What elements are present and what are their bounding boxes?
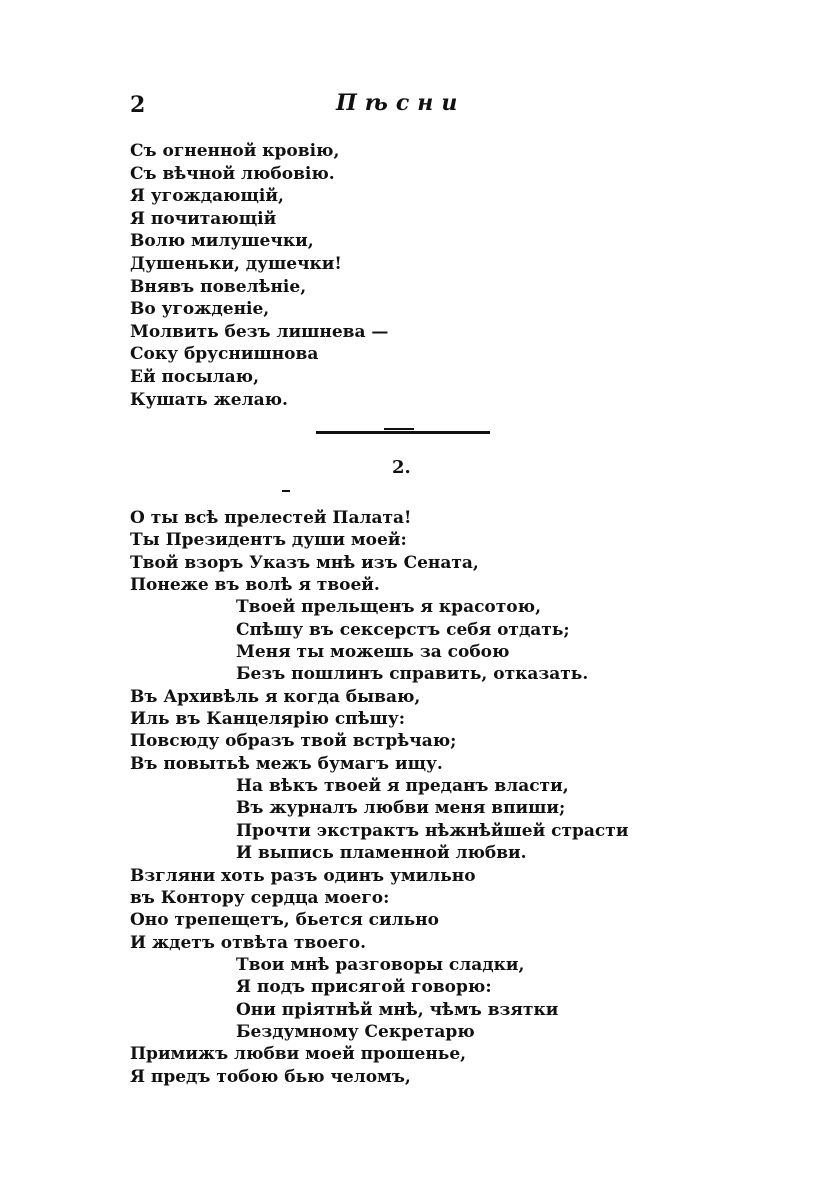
verse-line: И ждетъ отвѣта твоего. bbox=[130, 932, 367, 953]
stanza-one bbox=[130, 140, 388, 411]
verse-line: На вѣкъ твоей я преданъ власти, bbox=[236, 776, 569, 797]
verse-line: Я подъ присягой говорю: bbox=[236, 977, 492, 998]
verse-line: Бездумному Секретарю bbox=[236, 1021, 475, 1042]
verse-line: Твои мнѣ разговоры сладки, bbox=[236, 954, 525, 975]
verse-line: Душеньки, душечки! bbox=[130, 253, 342, 274]
verse-line: Волю милушечки, bbox=[130, 231, 314, 252]
verse-line: Я угождающій, bbox=[130, 186, 284, 207]
verse-line: Прочти экстрактъ нѣжнѣйшей страсти bbox=[236, 820, 629, 841]
section-number: 2. bbox=[392, 457, 411, 478]
verse-line: Спѣшу въ сексерстъ себя отдать; bbox=[236, 619, 570, 640]
verse-line: Ты Президентъ души моей: bbox=[130, 530, 407, 551]
verse-line: Въ Архивѣль я когда бываю, bbox=[130, 686, 421, 707]
page-title: Пѣсни bbox=[336, 90, 466, 116]
verse-line: Съ вѣчной любовію. bbox=[130, 163, 335, 184]
dash-mark bbox=[282, 490, 290, 492]
verse-line: Иль въ Канцелярію спѣшу: bbox=[130, 709, 405, 730]
verse-line: Примижъ любви моей прошенье, bbox=[130, 1044, 467, 1065]
verse-line: Въ повытьѣ межъ бумагъ ищу. bbox=[130, 753, 443, 774]
verse-line: Внявъ повелѣніе, bbox=[130, 276, 307, 297]
verse-line: Оно трепещетъ, бьется сильно bbox=[130, 910, 439, 931]
page-number: 2 bbox=[130, 92, 146, 118]
verse-line: Повсюду образъ твой встрѣчаю; bbox=[130, 731, 457, 752]
verse-line: Меня ты можешь за собою bbox=[236, 642, 510, 663]
verse-line: О ты всѣ прелестей Палата! bbox=[130, 508, 412, 528]
verse-line: Я предъ тобою бью челомъ, bbox=[130, 1066, 411, 1087]
verse-line: Твой взоръ Указъ мнѣ изъ Сената, bbox=[130, 552, 479, 573]
verse-line: Молвить безъ лишнева — bbox=[130, 321, 389, 342]
verse-line: И выпись пламенной любви. bbox=[236, 843, 527, 864]
verse-line: Я почитающій bbox=[130, 208, 277, 229]
poem-two bbox=[130, 507, 628, 1088]
verse-line: Взгляни хоть разъ одинъ умильно bbox=[130, 865, 476, 886]
divider-ornament bbox=[384, 428, 414, 430]
verse-line: Во угожденіе, bbox=[130, 299, 270, 320]
verse-line: Кушать желаю. bbox=[130, 389, 288, 410]
verse-line: Въ журналъ любви меня впиши; bbox=[236, 798, 566, 819]
verse-line: въ Контору сердца моего: bbox=[130, 887, 390, 908]
verse-line: Ей посылаю, bbox=[130, 366, 260, 387]
verse-line: Они пріятнѣй мнѣ, чѣмъ взятки bbox=[236, 999, 559, 1020]
section-divider bbox=[316, 431, 490, 434]
verse-line: Соку бруснишнова bbox=[130, 344, 319, 365]
verse-line: Понеже въ волѣ я твоей. bbox=[130, 575, 380, 596]
verse-line: Съ огненной кровію, bbox=[130, 141, 340, 161]
verse-line: Безъ пошлинъ справить, отказать. bbox=[236, 664, 589, 685]
verse-line: Твоей прельщенъ я красотою, bbox=[236, 597, 541, 618]
